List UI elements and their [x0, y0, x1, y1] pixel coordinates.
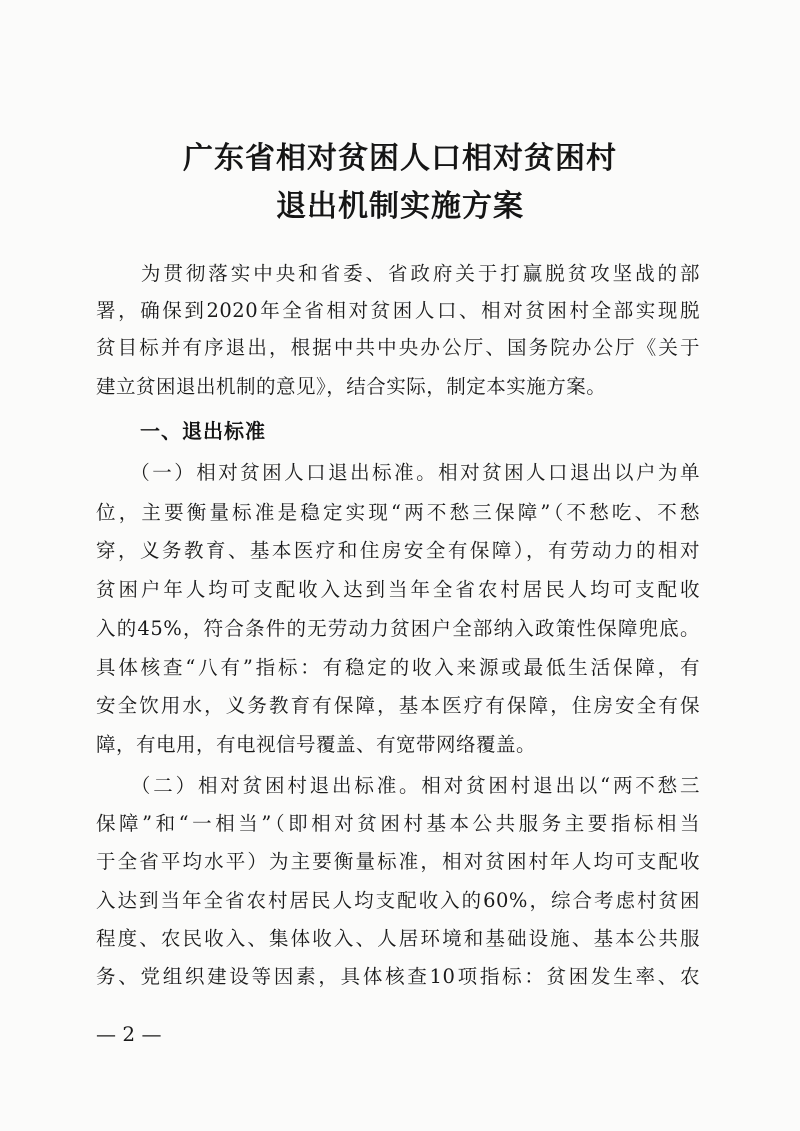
para2-line-2: 保障”和“一相当”（即相对贫困村基本公共服务主要指标相当 [96, 812, 700, 835]
page-number: — 2 — [96, 1022, 162, 1046]
para1-line-4: 贫困户年人均可支配收入达到当年全省农村居民人均可支配收 [96, 578, 700, 601]
para1-line-2: 位，主要衡量标准是稳定实现“两不愁三保障”（不愁吃、不愁 [96, 501, 700, 524]
para2-line-1: （二）相对贫困村退出标准。相对贫困村退出以“两不愁三 [96, 774, 700, 797]
intro-line-2: 署，确保到2020年全省相对贫困人口、相对贫困村全部实现脱 [96, 299, 700, 322]
intro-line-4: 建立贫困退出机制的意见》，结合实际，制定本实施方案。 [96, 375, 607, 398]
document-title-line-1: 广东省相对贫困人口相对贫困村 [183, 141, 617, 176]
para1-line-6: 具体核查“八有”指标：有稳定的收入来源或最低生活保障，有 [96, 656, 700, 679]
intro-line-3: 贫目标并有序退出，根据中共中央办公厅、国务院办公厅《关于 [96, 336, 700, 359]
para1-line-1: （一）相对贫困人口退出标准。相对贫困人口退出以户为单 [96, 461, 700, 484]
para1-line-8: 障，有电用，有电视信号覆盖、有宽带网络覆盖。 [96, 733, 537, 756]
para2-line-3: 于全省平均水平）为主要衡量标准，相对贫困村年人均可支配收 [96, 850, 700, 873]
para1-line-7: 安全饮用水，义务教育有保障，基本医疗有保障，住房安全有保 [96, 694, 700, 717]
para2-line-6: 务、党组织建设等因素，具体核查10项指标：贫困发生率、农 [96, 965, 700, 988]
document-title-line-2: 退出机制实施方案 [276, 189, 524, 224]
para1-line-3: 穿，义务教育、基本医疗和住房安全有保障），有劳动力的相对 [96, 539, 700, 562]
section-heading-exit-standards: 一、退出标准 [140, 419, 266, 443]
para1-line-5: 入的45%，符合条件的无劳动力贫困户全部纳入政策性保障兜底。 [96, 617, 700, 640]
intro-line-1: 为贯彻落实中央和省委、省政府关于打赢脱贫攻坚战的部 [96, 262, 700, 285]
para2-line-5: 程度、农民收入、集体收入、人居环境和基础设施、基本公共服 [96, 927, 700, 950]
para2-line-4: 入达到当年全省农村居民人均支配收入的60%，综合考虑村贫困 [96, 889, 700, 912]
